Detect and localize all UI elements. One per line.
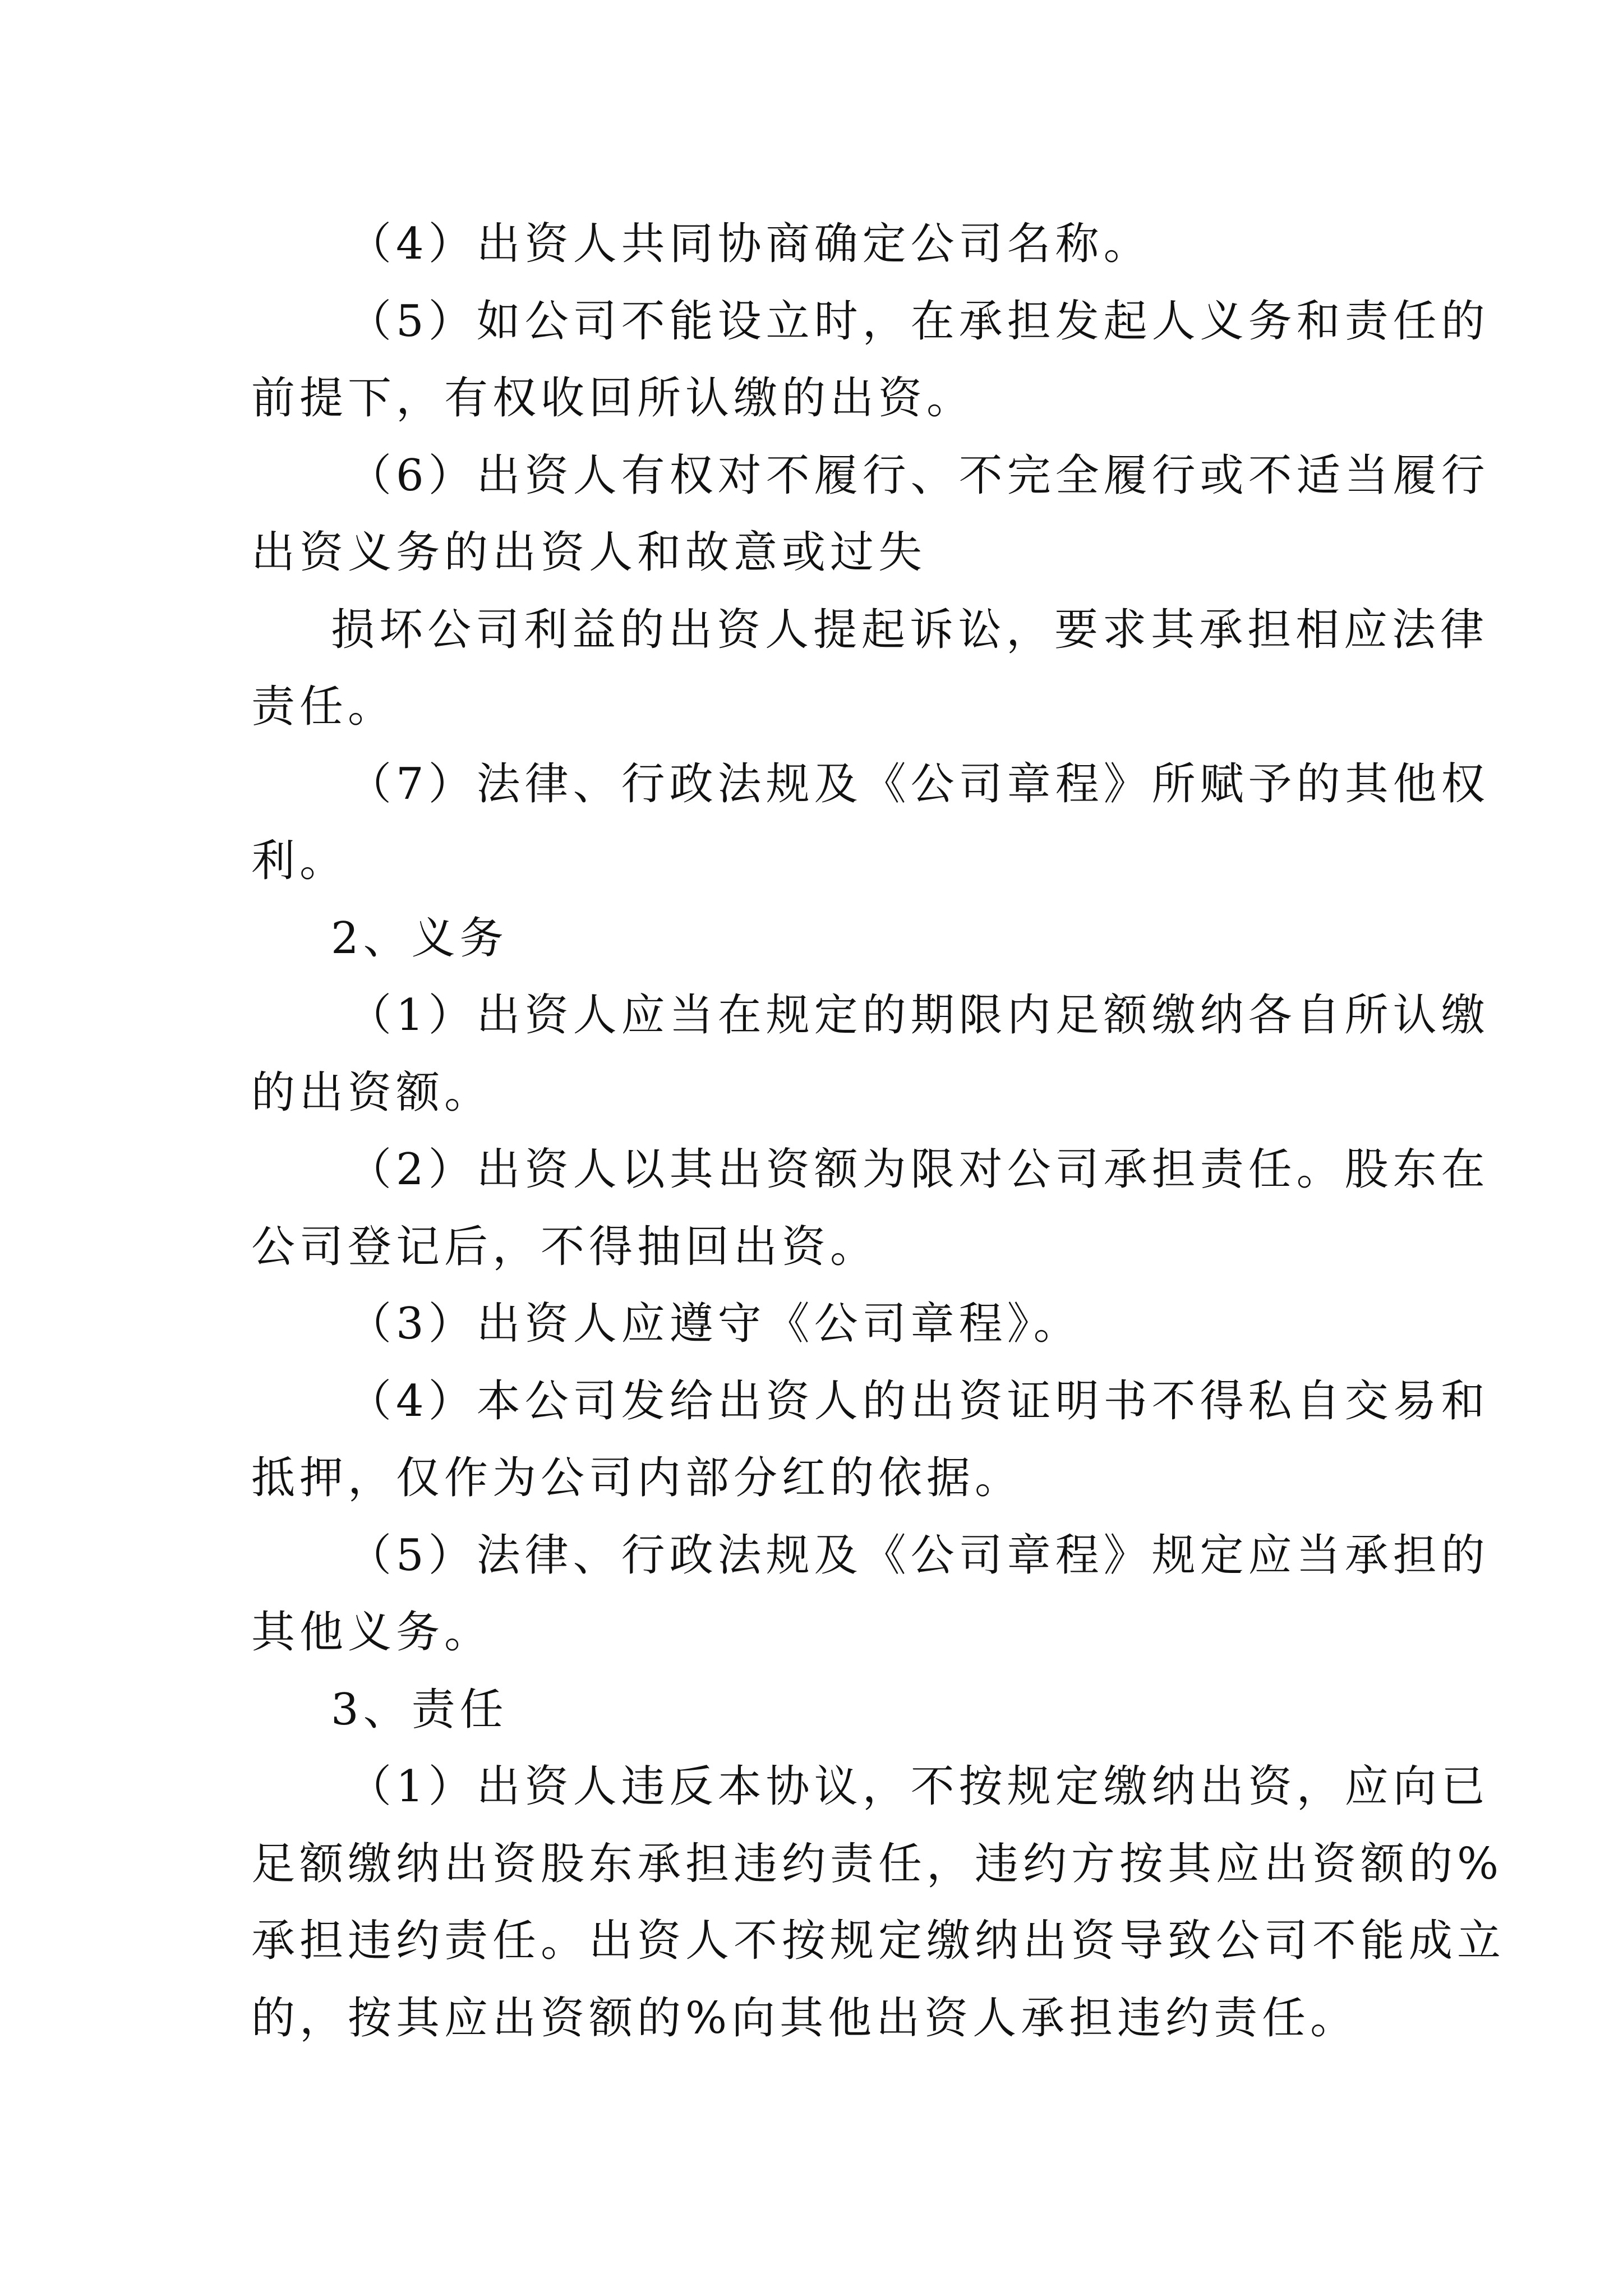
text-line: 责任。	[251, 682, 396, 732]
text-line: 公司登记后，不得抽回出资。	[251, 1222, 879, 1272]
text-line: （1）出资人违反本协议，不按规定缴纳出资，应向已	[348, 1761, 1490, 1812]
text-line: 抵押，仅作为公司内部分红的依据。	[251, 1453, 1023, 1503]
text-line: （1）出资人应当在规定的期限内足额缴纳各自所认缴	[348, 990, 1490, 1041]
text-line: 其他义务。	[251, 1607, 493, 1658]
text-line: 足额缴纳出资股东承担违约责任，违约方按其应出资额的%	[251, 1839, 1504, 1889]
text-line: 前提下，有权收回所认缴的出资。	[251, 373, 975, 424]
text-line: （7）法律、行政法规及《公司章程》所赋予的其他权	[348, 759, 1490, 809]
text-line: 利。	[251, 836, 348, 886]
section-heading: 2、义务	[331, 913, 508, 964]
text-line: （4）本公司发给出资人的出资证明书不得私自交易和	[348, 1376, 1490, 1427]
text-line: 承担违约责任。出资人不按规定缴纳出资导致公司不能成立	[251, 1916, 1506, 1966]
text-line: （4）出资人共同协商确定公司名称。	[348, 219, 1152, 269]
text-line: （5）法律、行政法规及《公司章程》规定应当承担的	[348, 1530, 1490, 1581]
text-line: 出资义务的出资人和故意或过失	[251, 527, 927, 578]
text-line: （2）出资人以其出资额为限对公司承担责任。股东在	[348, 1144, 1490, 1195]
section-heading: 3、责任	[331, 1685, 508, 1735]
text-line: （5）如公司不能设立时，在承担发起人义务和责任的	[348, 296, 1490, 347]
text-line: 的出资额。	[251, 1068, 493, 1118]
text-line: （3）出资人应遵守《公司章程》。	[348, 1299, 1082, 1349]
text-line: 的，按其应出资额的%向其他出资人承担违约责任。	[251, 1993, 1359, 2044]
text-line: （6）出资人有权对不履行、不完全履行或不适当履行	[348, 450, 1490, 501]
text-line: 损坏公司利益的出资人提起诉讼，要求其承担相应法律	[331, 605, 1489, 655]
